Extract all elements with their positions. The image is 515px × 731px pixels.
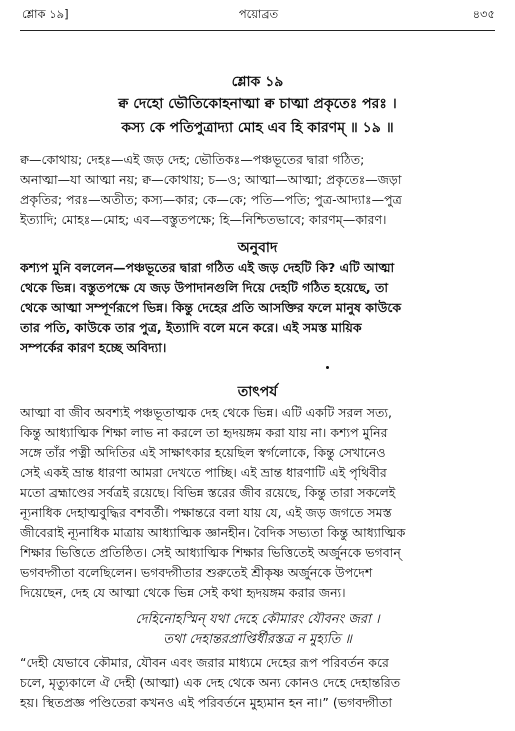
translation-line: তার পতি, কাউকে তার পুত্র, ইত্যাদি বলে মনে করে। এই সমস্ত মায়িক (20, 320, 362, 335)
purport-line: শিক্ষার ভিত্তিতে প্রতিষ্ঠিত। সেই আধ্যাত্মিক শিক্ষার ভিত্তিতেই অর্জুনকে ভগবান্ (20, 545, 401, 560)
synonyms (20, 150, 495, 230)
purport-line: সঙ্গে তাঁর পত্নী অদিতির এই সাক্ষাৎকার হয়েছিল স্বর্গলোকে, কিন্তু সেখানেও (20, 445, 386, 460)
header-verse-ref: শ্লোক ১৯] (22, 7, 69, 21)
synonyms-line: ইত্যাদি; মোহঃ—মোহ; এব—বস্তুতপক্ষে; হি—নিশ্চিতভাবে; কারণম্—কারণ। (20, 212, 387, 227)
page-number: ৪৩৫ (472, 7, 495, 21)
synonyms-line: প্রকৃতির; পরঃ—অতীত; কস্য—কার; কে—কে; পতি—পতি; পুত্র-আদ্যাঃ—পুত্র (20, 192, 402, 207)
translation-line: কশ্যপ মুনি বললেন—পঞ্চভূতের দ্বারা গঠিত এই জড় দেহটি কি? এটি আত্মা (20, 260, 395, 275)
purport-line: জীবেরাই ন্যূনাধিক মাত্রায় আধ্যাত্মিক জ্ঞানহীন। বৈদিক সভ্যতা কিন্তু আধ্যাত্মিক (20, 525, 406, 540)
purport (20, 403, 495, 603)
header-rule (20, 30, 495, 31)
quoted-verse-line-2: তথা দেহান্তরপ্রাপ্তির্ধীরস্তত্র ন মুহ্যতি ॥ (163, 632, 352, 647)
purport-line: ন্যূনাধিক দেহাত্মবুদ্ধির বশবর্তী। পক্ষান্তরে বলা যায় যে, এই জড় জগতে সমস্ত (20, 505, 392, 520)
quoted-translation (20, 653, 495, 713)
running-header (22, 6, 495, 24)
header-chapter-title: পয়োব্রত (238, 7, 279, 21)
translation-line: সম্পর্কের কারণ হচ্ছে অবিদ্যা। (20, 340, 167, 355)
purport-line: চলে, মৃত্যুকালে ঐ দেহী (আত্মা) এক দেহ থেকে অন্য কোনও দেহে দেহান্তরিত (20, 675, 401, 690)
purport-line: কিন্তু আধ্যাত্মিক শিক্ষা লাভ না করলে তা হৃদয়ঙ্গম করা যায় না। কশ্যপ মুনির (20, 425, 388, 440)
synonyms-line: অনাত্মা—যা আত্মা নয়; ক্ব—কোথায়; চ—ও; আত্মা—আত্মা; প্রকৃতেঃ—জড়া (20, 172, 402, 187)
purport-line: মতো ব্রহ্মাণ্ডের সর্বত্রই রয়েছে। বিভিন্ন স্তরের জীব রয়েছে, কিন্তু তারা সকলেই (20, 485, 396, 500)
verse-title: শ্লোক ১৯ (231, 74, 284, 90)
purport-line: “দেহী যেভাবে কৌমার, যৌবন এবং জরার মাধ্যমে দেহের রূপ পরিবর্তন করে (20, 655, 389, 670)
purport-line: হয়। স্থিতপ্রজ্ঞ পণ্ডিতেরা কখনও এই পরিবর্তনে মুহ্যমান হন না।” (ভগবদ্গীতা (20, 695, 392, 710)
quoted-verse-line-1: দেহিনোহস্মিন্ যথা দেহে কৌমারং যৌবনং জরা । (135, 612, 380, 627)
purport-line: সেই একই ভ্রান্ত ধারণা আমরা দেখতে পাচ্ছি। এই ভ্রান্ত ধারণাটি এই পৃথিবীর (20, 465, 387, 480)
verse-line-1: ক্ব দেহো ভৌতিকোহনাত্মা ক্ব চাত্মা প্রকৃতেঃ পরঃ । (118, 96, 397, 112)
synonyms-line: ক্ব—কোথায়; দেহঃ—এই জড় দেহ; ভৌতিকঃ—পঞ্চভূতের দ্বারা গঠিত; (20, 152, 365, 167)
translation-line: থেকে আত্মা সম্পূর্ণরূপে ভিন্ন। কিন্তু দেহের প্রতি আসক্তির ফলে মানুষ কাউকে (20, 300, 402, 315)
ink-speck (326, 366, 329, 369)
translation-line: থেকে ভিন্ন। বস্তুতপক্ষে যে জড় উপাদানগুলি দিয়ে দেহটি গঠিত হয়েছে, তা (20, 280, 389, 295)
purport-line: আত্মা বা জীব অবশ্যই পঞ্চভূতাত্মক দেহ থেকে ভিন্ন। এটি একটি সরল সত্য, (20, 405, 392, 420)
verse-line-2: কস্য কে পতিপুত্রাদ্যা মোহ এব হি কারণম্ ॥ ১৯ ॥ (121, 120, 394, 136)
translation (20, 258, 495, 358)
purport-line: দিয়েছেন, দেহ যে আত্মা থেকে ভিন্ন সেই কথা হৃদয়ঙ্গম করার জন্য। (20, 585, 346, 600)
purport-heading: তাৎপর্য (237, 384, 278, 400)
purport-line: ভগবদ্গীতা বলেছিলেন। ভগবদ্গীতার শুরুতেই শ্রীকৃষ্ণ অর্জুনকে উপদেশ (20, 565, 373, 580)
translation-heading: অনুবাদ (237, 240, 278, 256)
